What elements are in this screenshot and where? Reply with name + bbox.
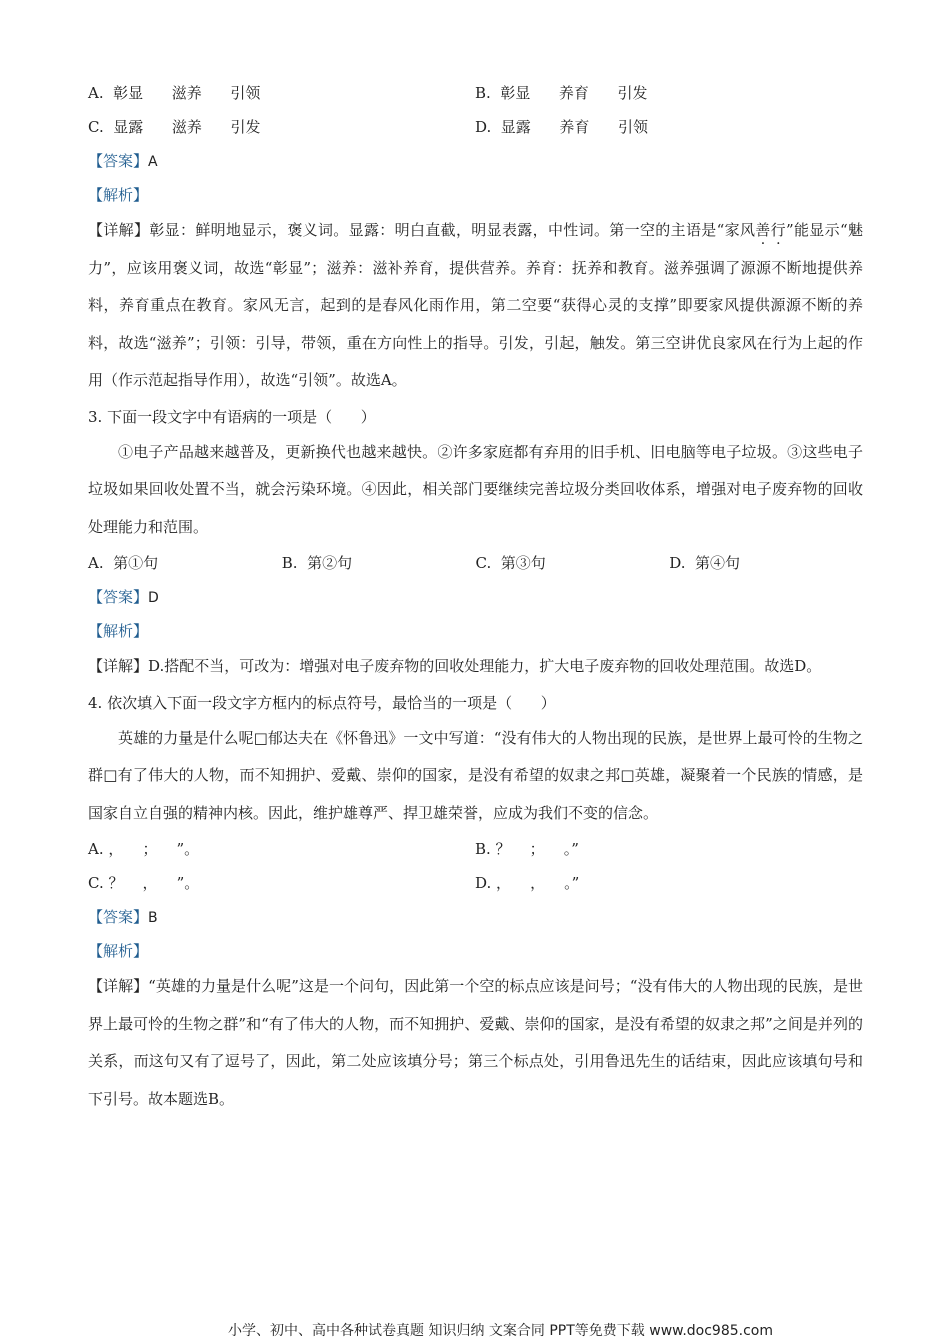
q2-detail-part2: ”能显示“魅力”，应该用褒义词，故选“彰显”；滋养：滋补养育，提供营养。养育：抚养和教育。滋养强调了源源不断地提供养料，养育重点在教育。家风无言，起到的是春风化雨作用，第二空要“获得心灵的支撑”即要家风提供源源不断的养料，故选“滋养”；引领：引导，带领，重在方向性上的指导。引发，引起，触发。第三空讲优良家风在行为上起的作用（作示范起指导作用），故选“引领”。故选A。 — [88, 221, 863, 389]
analysis-tag: 【解析】 — [88, 186, 149, 204]
answer-tag: 【答案】 — [88, 152, 149, 170]
q3-options-row — [88, 546, 863, 580]
q3-option-a: A. 第①句 — [88, 554, 159, 572]
analysis-tag: 【解析】 — [88, 622, 149, 640]
q3-answer — [88, 580, 863, 614]
q2-option-d: D. 显露 养育 引领 — [475, 118, 649, 136]
q3-option-b: B. 第②句 — [281, 554, 353, 572]
q4-title: 4. 依次填入下面一段文字方框内的标点符号，最恰当的一项是（ ） — [88, 693, 556, 712]
q4-options-row-2 — [88, 866, 863, 900]
answer-tag: 【答案】 — [88, 908, 149, 926]
q3-analysis — [88, 614, 863, 648]
answer-tag: 【答案】 — [88, 588, 149, 606]
q4-options-row-1 — [88, 832, 863, 866]
q4-analysis — [88, 934, 863, 968]
q2-option-a: A. 彰显 滋养 引领 — [88, 84, 261, 102]
detail-tag: 【详解】 — [88, 977, 149, 995]
q4-detail — [88, 968, 863, 1118]
detail-tag: 【详解】 — [88, 221, 150, 239]
q4-option-c: C. ？ ， ”。 — [88, 874, 200, 892]
q4-answer — [88, 900, 863, 934]
q2-detail — [88, 212, 863, 400]
q3-option-c: C. 第③句 — [475, 554, 546, 572]
q3-title: 3. 下面一段文字中有语病的一项是（ ） — [88, 407, 376, 426]
q4-option-b: B. ？ ； 。” — [475, 840, 579, 858]
q4-detail-text: “英雄的力量是什么呢”这是一个问句，因此第一个空的标点应该是问号；“没有伟大的人物出现的民族，是世界上最可怜的生物之群”和“有了伟大的人物，而不知拥护、爱戴、崇仰的国家，是没有希望的奴隶之邦”之间是并列的关系，而这句又有了逗号了，因此，第二处应该填分号；第三个标点处，引用鲁迅先生的话结束，因此应该填句号和下引号。故本题选B。 — [88, 977, 863, 1108]
detail-tag: 【详解】 — [88, 657, 149, 675]
answer-value: B — [148, 910, 158, 926]
q2-answer — [88, 144, 863, 178]
document-page — [88, 76, 863, 1118]
q3-detail — [88, 648, 863, 686]
q2-detail-part1: 彰显：鲜明地显示，褒义词。显露：明白直截，明显表露，中性词。第一空的主语是“家风 — [149, 221, 756, 239]
analysis-tag: 【解析】 — [88, 942, 149, 960]
emphasis-char: 善 — [755, 221, 771, 239]
q2-option-b: B. 彰显 养育 引发 — [475, 84, 648, 102]
page-footer: 小学、初中、高中各种试卷真题 知识归纳 文案合同 PPT等免费下载 www.doc985.com — [228, 1323, 773, 1339]
q4-passage: 英雄的力量是什么呢□郁达夫在《怀鲁迅》一文中写道：“没有伟大的人物出现的民族，是世界上最可怜的生物之群□有了伟大的人物，而不知拥护、爱戴、崇仰的国家，是没有希望的奴隶之邦□英雄，凝聚着一个民族的情感，是国家自立自强的精神内核。因此，维护雄尊严、捍卫雄荣誉，应成为我们不变的信念。 — [88, 728, 863, 822]
answer-value: A — [148, 154, 158, 170]
q2-option-c: C. 显露 滋养 引发 — [88, 118, 261, 136]
q2-options-row-1 — [88, 76, 863, 110]
answer-value: D — [148, 590, 159, 606]
q3-option-d: D. 第④句 — [669, 554, 741, 572]
q4-option-a: A. ， ； ”。 — [88, 840, 200, 858]
q2-options-row-2 — [88, 110, 863, 144]
q3-detail-text: D.搭配不当，可改为：增强对电子废弃物的回收处理能力，扩大电子废弃物的回收处理范围。故选D。 — [148, 657, 822, 675]
q3-passage: ①电子产品越来越普及，更新换代也越来越快。②许多家庭都有弃用的旧手机、旧电脑等电子垃圾。③这些电子垃圾如果回收处置不当，就会污染环境。④因此，相关部门要继续完善垃圾分类回收体系，增强对电子废弃物的回收处理能力和范围。 — [88, 442, 863, 536]
emphasis-char: 行 — [770, 221, 786, 239]
q2-analysis — [88, 178, 863, 212]
q4-option-d: D. ， ， 。” — [475, 874, 580, 892]
